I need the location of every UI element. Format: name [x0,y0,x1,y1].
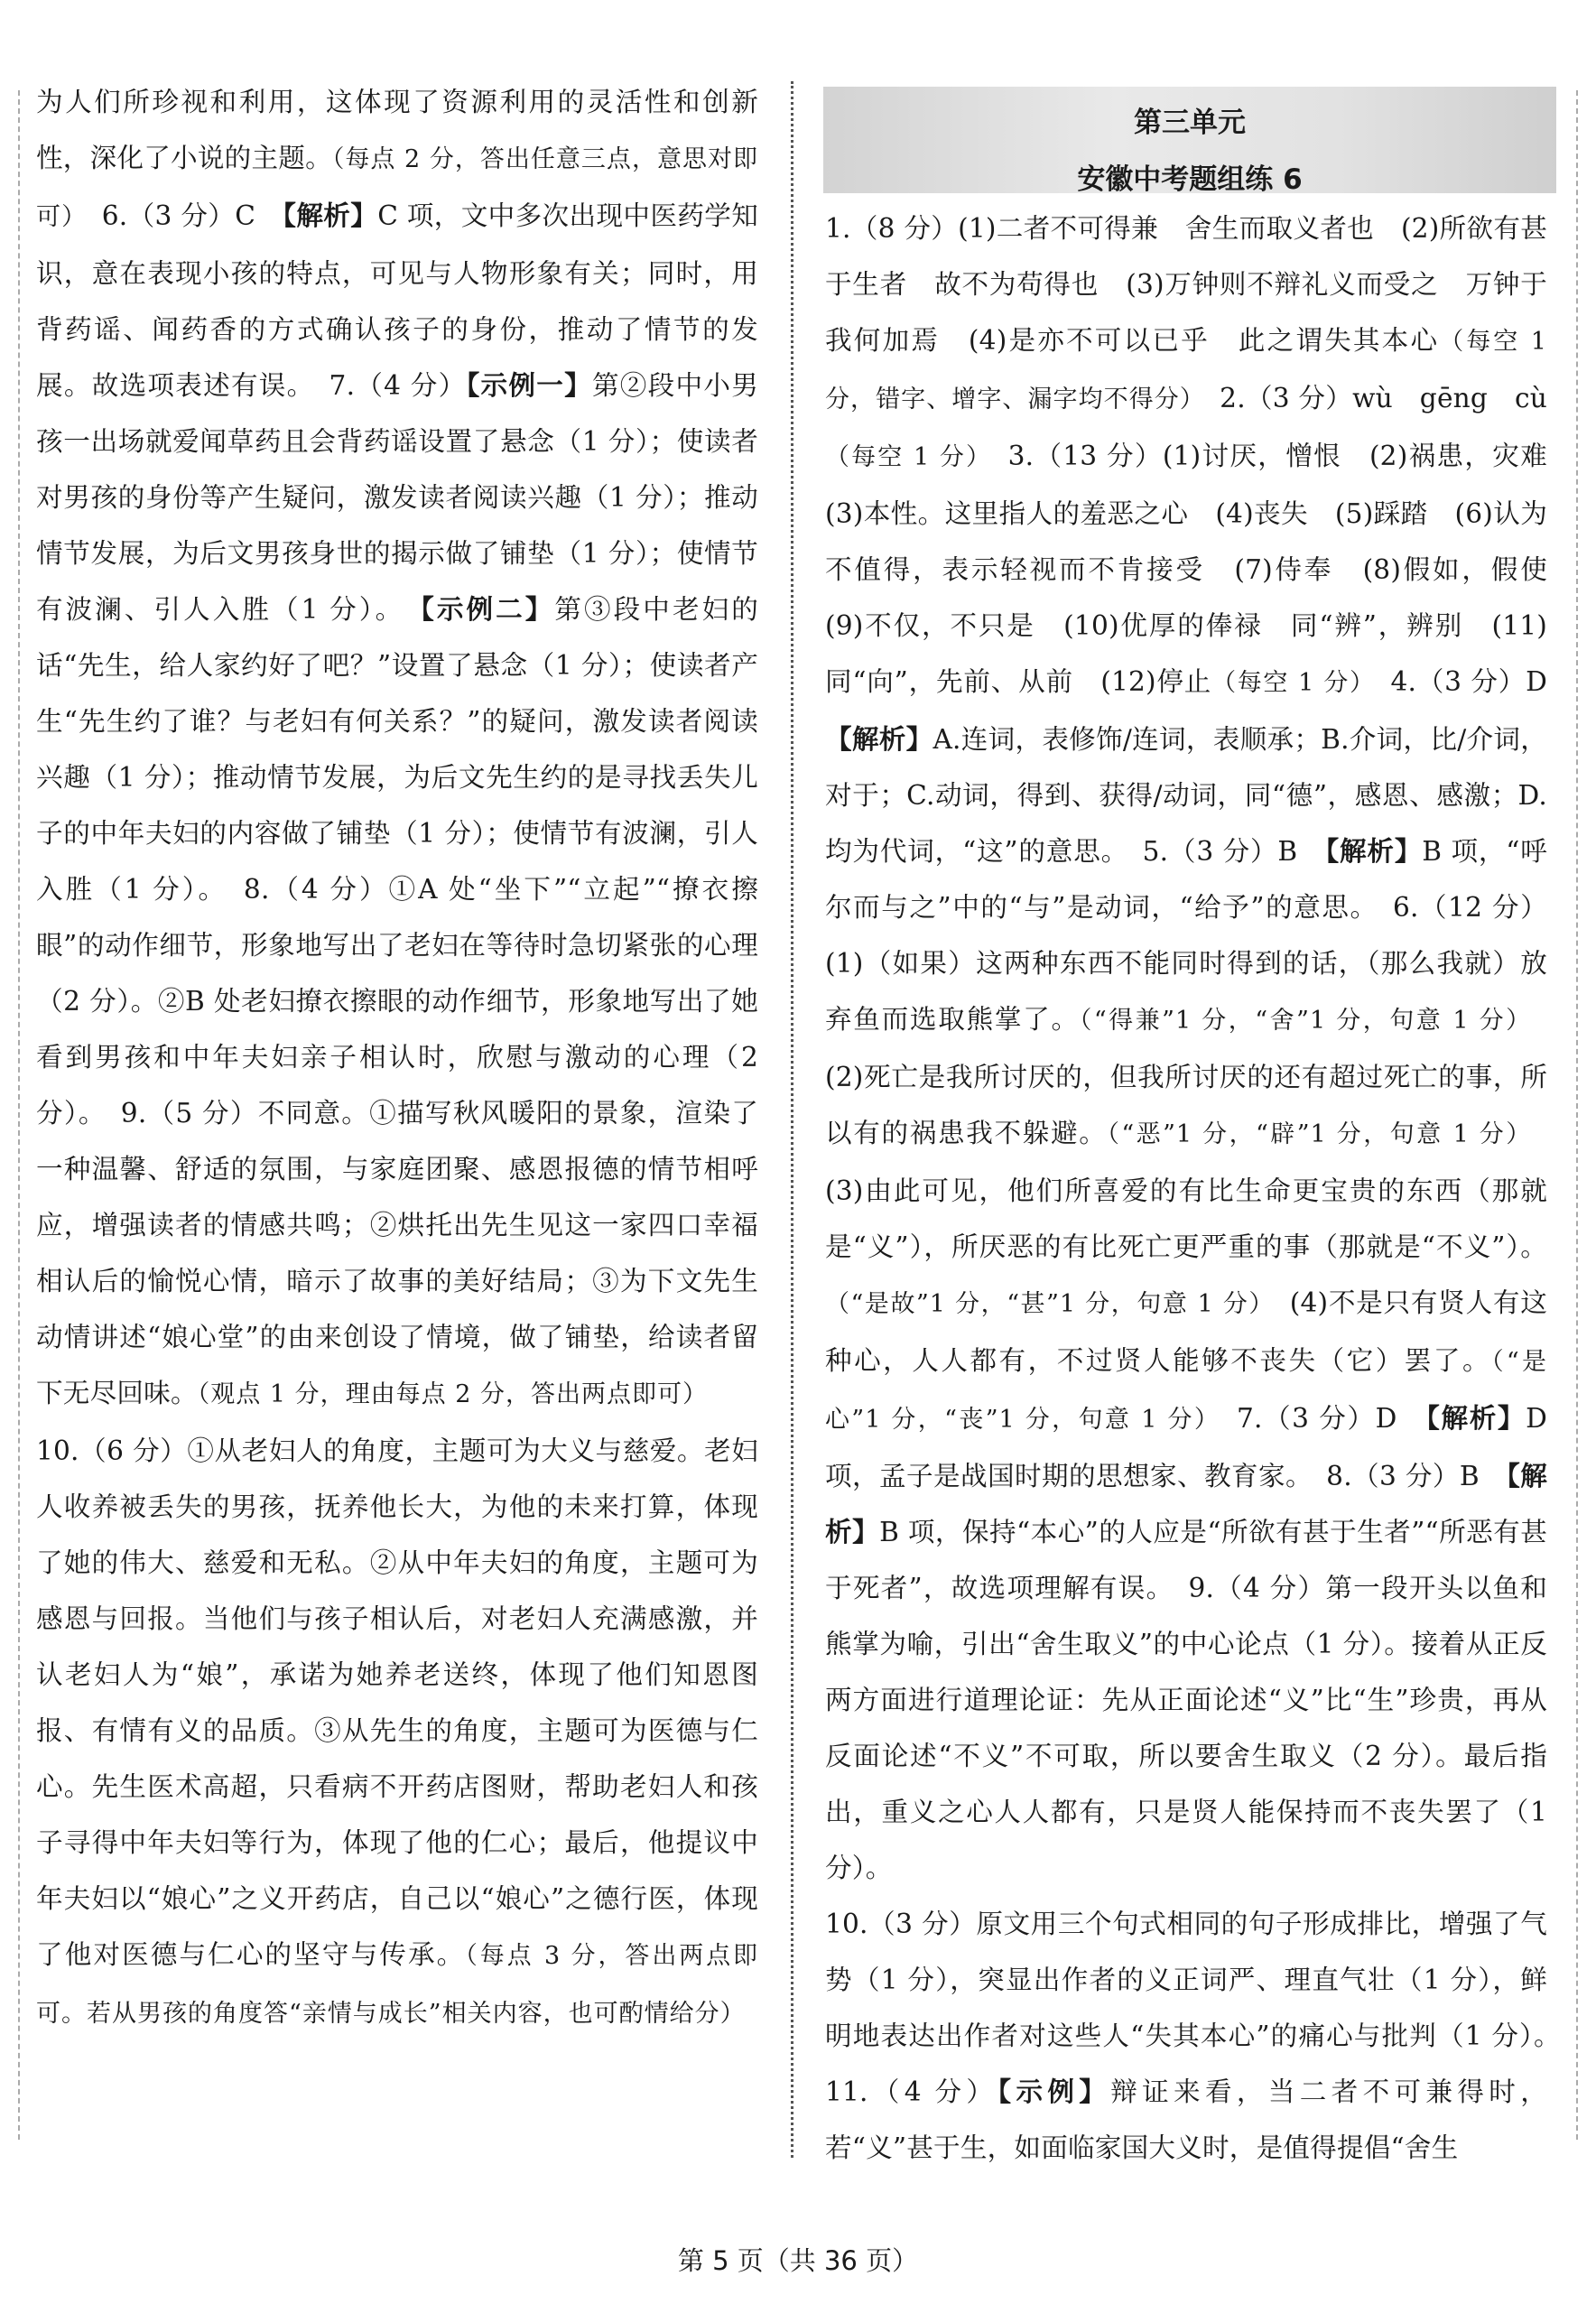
scoring-note: （每空 1 分，错字、增字、漏字均不得分） [825,328,1547,413]
answer-text: B 项，保持“本心”的人应是“所欲有甚于生者”“所恶有甚于死者”，故选项理解有误。 9.（4 分）第一段开头以鱼和熊掌为喻，引出“舍生取义”的中心论点（1 分）。接着从正反两方面进行道理论证：先从正面论述“义”比“生”珍贵，再从反面论述“不义”不可取，所以要舍生取义（2 分）。最后指出，重义之心人人都有，只是贤人能保持而不丧失罢了（1 分）。 [825,1517,1547,1883]
answer-text: (4)不是只有贤人有这种心，人人都有，不过贤人能够不丧失（它）罢了。 [825,1287,1548,1376]
scoring-note: （观点 1 分，理由每点 2 分，答出两点即可） [197,1380,708,1408]
answer-text: 7.（3 分）D [1208,1403,1427,1434]
scoring-note: （“是心”1 分，“丧”1 分，句意 1 分） [825,1348,1547,1434]
analysis-tag: 【解析】 [283,200,378,231]
answer-text: (3)由此可见，他们所喜爱的有比生命更宝贵的东西（那就是“义”），所厌恶的有比死亡更严重的事（那就是“不义”）。 [825,1118,1548,1262]
answer-text: 10.（3 分）原文用三个句式相同的句子形成排比，增强了气势（1 分），突显出作者的义正词严、理直气壮（1 分），鲜明地表达出作者对这些人“失其本心”的痛心与批判（1 分）。 11.（4 分） [825,1909,1574,2107]
right-answer-column [825,74,1574,2176]
answer-text: 第②段中小男孩一出场就爱闻草药且会背药谣设置了悬念（1 分）；使读者对男孩的身份等产生疑问，激发读者阅读兴趣（1 分）；推动情节发展，为后文男孩身世的揭示做了铺垫（1 分）；使情节有波澜、引人入胜（1 分）。 [36,370,758,625]
answer-text: A.连词，表修饰/连词，表顺承；B.介词，比/介词，对于；C.动词，得到、获得/动词，同“德”，感恩、感激；D.均为代词，“这”的意思。 5.（3 分）B [825,724,1547,867]
scoring-note: （“得兼”1 分，“舍”1 分，句意 1 分） [1079,1007,1521,1035]
analysis-tag: 【示例一】 [466,370,592,401]
analysis-tag: 【解析】 [825,724,933,755]
scoring-note: （每空 1 分） [825,443,980,471]
analysis-tag: 【示例】 [998,2076,1111,2107]
left-answer-column [36,74,758,2042]
answer-text: 6.（3 分）C [74,200,283,231]
answer-text: 10.（6 分）①从老妇人的角度，主题可为大义与慈爱。老妇人收养被丢失的男孩，抚养他长大，为他的未来打算，体现了她的伟大、慈爱和无私。②从中年夫妇的角度，主题可为感恩与回报。当他们与孩子相认后，对老妇人充满感激，并认老妇人为“娘”，承诺为她养老送终，体现了他们知恩图报、有情有义的品质。③从先生的角度，主题可为医德与仁心。先生医术高超，只看病不开药店图财，帮助老妇人和孩子寻得中年夫妇等行为，体现了他的仁心；最后，他提议中年夫妇以“娘心”之义开药店，自己以“娘心”之德行医，体现了他对医德与仁心的坚守与传承。 [36,1435,758,1970]
scoring-note: （“恶”1 分，“辟”1 分，句意 1 分） [1107,1120,1521,1148]
answer-text: 4.（3 分）D [1363,666,1574,697]
answer-paragraph [825,1896,1574,2176]
answer-text: D 项，孟子是战国时期的思想家、教育家。 8.（3 分）B [825,1403,1548,1491]
exercise-set-title: 安徽中考题组练 6 [1077,163,1303,196]
scoring-note: （每点 3 分，答出两点即可。若从男孩的角度答“亲情与成长”相关内容，也可酌情给分） [36,1942,759,2028]
scoring-note: （“是故”1 分，“甚”1 分，句意 1 分） [825,1290,1263,1318]
scoring-note: （每空 1 分） [1211,669,1364,697]
analysis-tag: 【示例二】 [421,594,555,625]
answer-paragraph [36,1423,758,2042]
answer-text: (2)死亡是我所讨厌的，但我所讨厌的还有超过死亡的事，所以有的祸患我不躲避。 [825,1004,1547,1148]
scoring-note: （每点 2 分，答出任意三点，意思对即可） [36,145,759,231]
page-number: 第 5 页（共 36 页） [677,2245,919,2276]
answer-text: 第③段中老妇的话“先生，给人家约好了吧？”设置了悬念（1 分）；使读者产生“先生约了谁？与老妇有何关系？”的疑问，激发读者阅读兴趣（1 分）；推动情节发展，为后文先生约的是寻找丢失儿子的中年夫妇的内容做了铺垫（1 分）；使情节有波澜，引人入胜（1 分）。 8.（4 分）①A 处“坐下”“立起”“撩衣擦眼”的动作细节，形象地写出了老妇在等待时急切紧张的心理（2 分）。②B 处老妇撩衣擦眼的动作细节，形象地写出了她看到男孩和中年夫妇亲子相认时，欣慰与激动的心理（2 分）。 9.（5 分）不同意。①描写秋风暖阳的景象，渲染了一种温馨、舒适的氛围，与家庭团聚、感恩报德的情节相呼应，增强读者的情感共鸣；②烘托出先生见这一家四口幸福相认后的愉悦心情，暗示了故事的美好结局；③为下文先生动情讲述“娘心堂”的由来创设了情境，做了铺垫，给读者留下无尽回味。 [36,594,758,1408]
answer-text: C 项，文中多次出现中医药学知识，意在表现小孩的特点，可见与人物形象有关；同时，用背药谣、闻药香的方式确认孩子的身份，推动了情节的发展。故选项表述有误。 7.（4 分） [36,200,759,401]
column-divider [791,81,793,2158]
page-edge-right [1576,90,1578,2140]
answer-text: 3.（13 分）(1)讨厌，憎恨 (2)祸患，灾难 (3)本性。这里指人的羞恶之心 (4)丧失 (5)踩踏 (6)认为不值得，表示轻视而不肯接受 (7)侍奉 (8)假如，假使 (9)不仅，不只是 (10)优厚的俸禄 同“辨”，辨别 (11)同“向”，先前、从前 (12)停止 [825,441,1574,697]
unit-heading: 第三单元 [1134,107,1246,139]
answer-paragraph [825,200,1574,1896]
answer-text: 2.（3 分）wù gēng cù [1192,383,1547,413]
analysis-tag: 【解析】 [1325,836,1423,867]
answer-text: B 项，“呼尔而与之”中的“与”是动词，“给予”的意思。 6.（12 分）(1)（如果）这两种东西不能同时得到的话，（那么我就）放弃鱼而选取熊掌了。 [825,836,1548,1035]
analysis-tag: 【解析】 [825,1461,1547,1547]
answer-text: 为人们所珍视和利用，这体现了资源利用的灵活性和创新性，深化了小说的主题。 [36,87,758,173]
analysis-tag: 【解析】 [1426,1403,1526,1434]
answer-text: 辩证来看，当二者不可兼得时，若“义”甚于生，如面临家国大义时，是值得提倡“舍生 [825,2076,1547,2163]
answer-paragraph [36,74,758,1423]
page-edge-left [18,90,20,2140]
answer-text: 1.（8 分）(1)二者不可得兼 舍生而取义者也 (2)所欲有甚于生者 故不为苟得也 (3)万钟则不辩礼义而受之 万钟于我何加焉 (4)是亦不可以已乎 此之谓失其本心 [825,213,1547,356]
